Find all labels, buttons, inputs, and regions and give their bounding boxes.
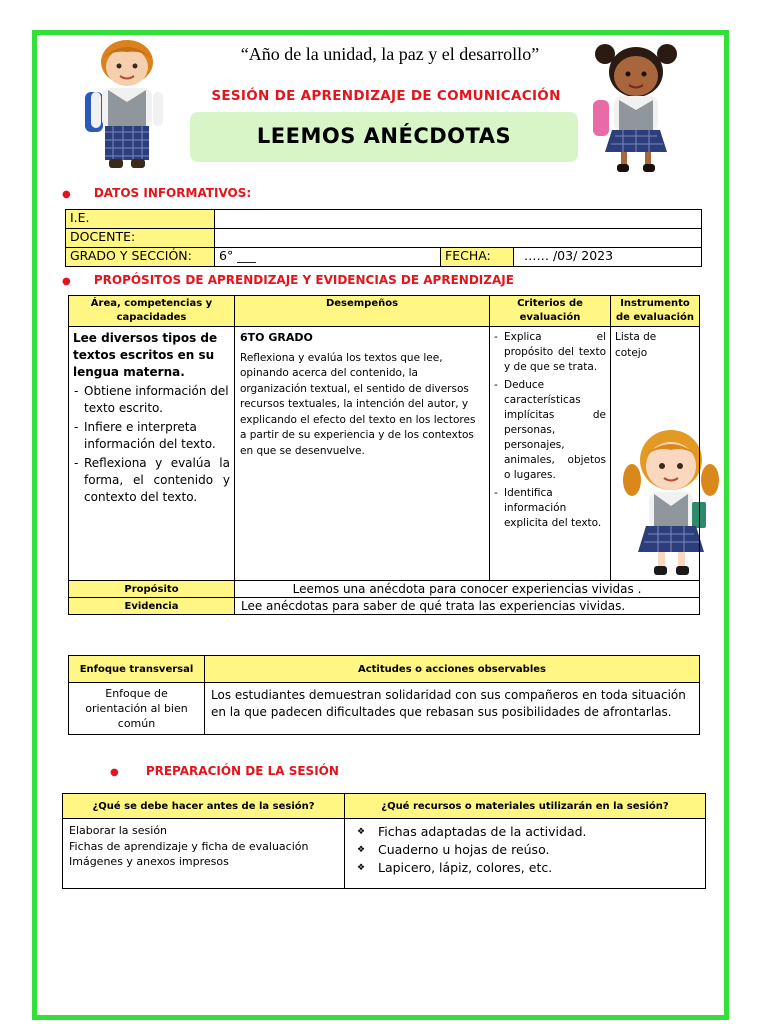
girl-illustration — [585, 40, 690, 178]
table-header-row — [69, 656, 700, 683]
desempeno-cell — [235, 327, 490, 581]
ie-field[interactable] — [215, 210, 702, 229]
table-row — [66, 210, 702, 229]
bullet-icon: ● — [62, 189, 71, 200]
table-header-row — [63, 794, 706, 819]
list-item: - Explica el propósito del texto y de que se trata. — [493, 330, 606, 375]
list-item: Elaborar la sesión — [69, 824, 168, 837]
list-item: - Infiere e interpreta información del texto. — [73, 419, 230, 453]
recursos-cell — [345, 819, 706, 889]
list-item: - Identifica información explicita del texto. — [493, 486, 606, 531]
fecha-field[interactable]: …… /03/ 2023 — [514, 248, 702, 267]
instrumento-cell — [611, 327, 700, 581]
docente-field[interactable] — [215, 229, 702, 248]
column-header: ¿Qué recursos o materiales utilizarán en la sesión? — [345, 794, 706, 819]
grado-label: GRADO Y SECCIÓN: — [66, 248, 215, 267]
year-motto: “Año de la unidad, la paz y el desarrollo” — [240, 44, 540, 64]
fecha-label: FECHA: — [441, 248, 514, 267]
bullet-icon: ● — [110, 767, 119, 778]
competencia-cell — [69, 327, 235, 581]
info-table — [65, 209, 702, 267]
evidencia-text: Lee anécdotas para saber de qué trata las experiencias vividas. — [235, 598, 700, 615]
criterios-list — [493, 330, 606, 531]
evidencia-label: Evidencia — [69, 598, 235, 615]
desempeno-text: Reflexiona y evalúa los textos que lee, opinando acerca del contenido, la organización textual, el sentido de diversos recursos textuales, la intención del autor, y explicando el efecto del texto en los lectores a partir de su experiencia y de los contextos en que se desenvuelve. — [240, 351, 476, 457]
list-item: ❖ Fichas adaptadas de la actividad. — [351, 823, 699, 841]
enfoque-table — [68, 655, 700, 735]
table-row — [69, 581, 700, 598]
table-row — [69, 327, 700, 581]
list-item: Fichas de aprendizaje y ficha de evaluación — [69, 839, 309, 853]
section-datos — [62, 182, 251, 201]
column-header: ¿Qué se debe hacer antes de la sesión? — [63, 794, 345, 819]
boy-illustration — [75, 40, 180, 172]
capacidades-list — [73, 383, 230, 506]
column-header: Enfoque transversal — [69, 656, 205, 683]
propositos-table — [68, 295, 700, 615]
bullet-icon: ● — [62, 276, 71, 287]
column-header: Instrumento de evaluación — [611, 296, 700, 327]
list-item: Imágenes y anexos impresos — [69, 855, 229, 868]
enfoque-name: Enfoque de orientación al bien común — [69, 683, 205, 735]
table-row — [69, 598, 700, 615]
actitud-text: Los estudiantes demuestran solidaridad con sus compañeros en toda situación en la que padecen dificultades que rebasan sus posibilidades de afrontarlas. — [205, 683, 700, 735]
docente-label: DOCENTE: — [66, 229, 215, 248]
recursos-list — [351, 823, 699, 877]
ie-label: I.E. — [66, 210, 215, 229]
section-label: DATOS INFORMATIVOS: — [93, 186, 252, 200]
instrumento-text: Lista de cotejo — [615, 331, 657, 359]
antes-cell — [63, 819, 345, 889]
criterios-cell — [490, 327, 611, 581]
list-item: ❖ Cuaderno u hojas de reúso. — [351, 841, 699, 859]
list-item: - Obtiene información del texto escrito. — [73, 383, 230, 417]
proposito-label: Propósito — [69, 581, 235, 598]
column-header: Criterios de evaluación — [490, 296, 611, 327]
table-row — [69, 683, 700, 735]
list-item: - Deduce características implícitas de personas, personajes, animales, objetos o lugares. — [493, 378, 606, 483]
session-title: SESIÓN DE APRENDIZAJE DE COMUNICACIÓN — [211, 88, 561, 104]
competencia: Lee diversos tipos de textos escritos en su lengua materna. — [73, 331, 218, 379]
list-item: ❖ Lapicero, lápiz, colores, etc. — [351, 859, 699, 877]
grado-heading: 6TO GRADO — [240, 331, 313, 344]
page-title: LEEMOS ANÉCDOTAS — [256, 124, 512, 148]
grado-field[interactable]: 6° ___ — [215, 248, 441, 267]
proposito-text: Leemos una anécdota para conocer experiencias vividas . — [235, 581, 700, 598]
table-header-row — [69, 296, 700, 327]
column-header: Desempeños — [235, 296, 490, 327]
preparacion-table — [62, 793, 706, 889]
title-banner — [190, 112, 578, 162]
table-row — [66, 229, 702, 248]
section-label: PROPÓSITOS DE APRENDIZAJE Y EVIDENCIAS DE APRENDIZAJE — [93, 273, 514, 287]
table-row — [66, 248, 702, 267]
column-header: Actitudes o acciones observables — [205, 656, 700, 683]
list-item: - Reflexiona y evalúa la forma, el contenido y contexto del texto. — [73, 455, 230, 506]
table-row — [63, 819, 706, 889]
section-preparacion — [110, 760, 339, 779]
column-header: Área, competencias y capacidades — [69, 296, 235, 327]
section-label: PREPARACIÓN DE LA SESIÓN — [145, 764, 339, 778]
section-propositos — [62, 269, 514, 288]
